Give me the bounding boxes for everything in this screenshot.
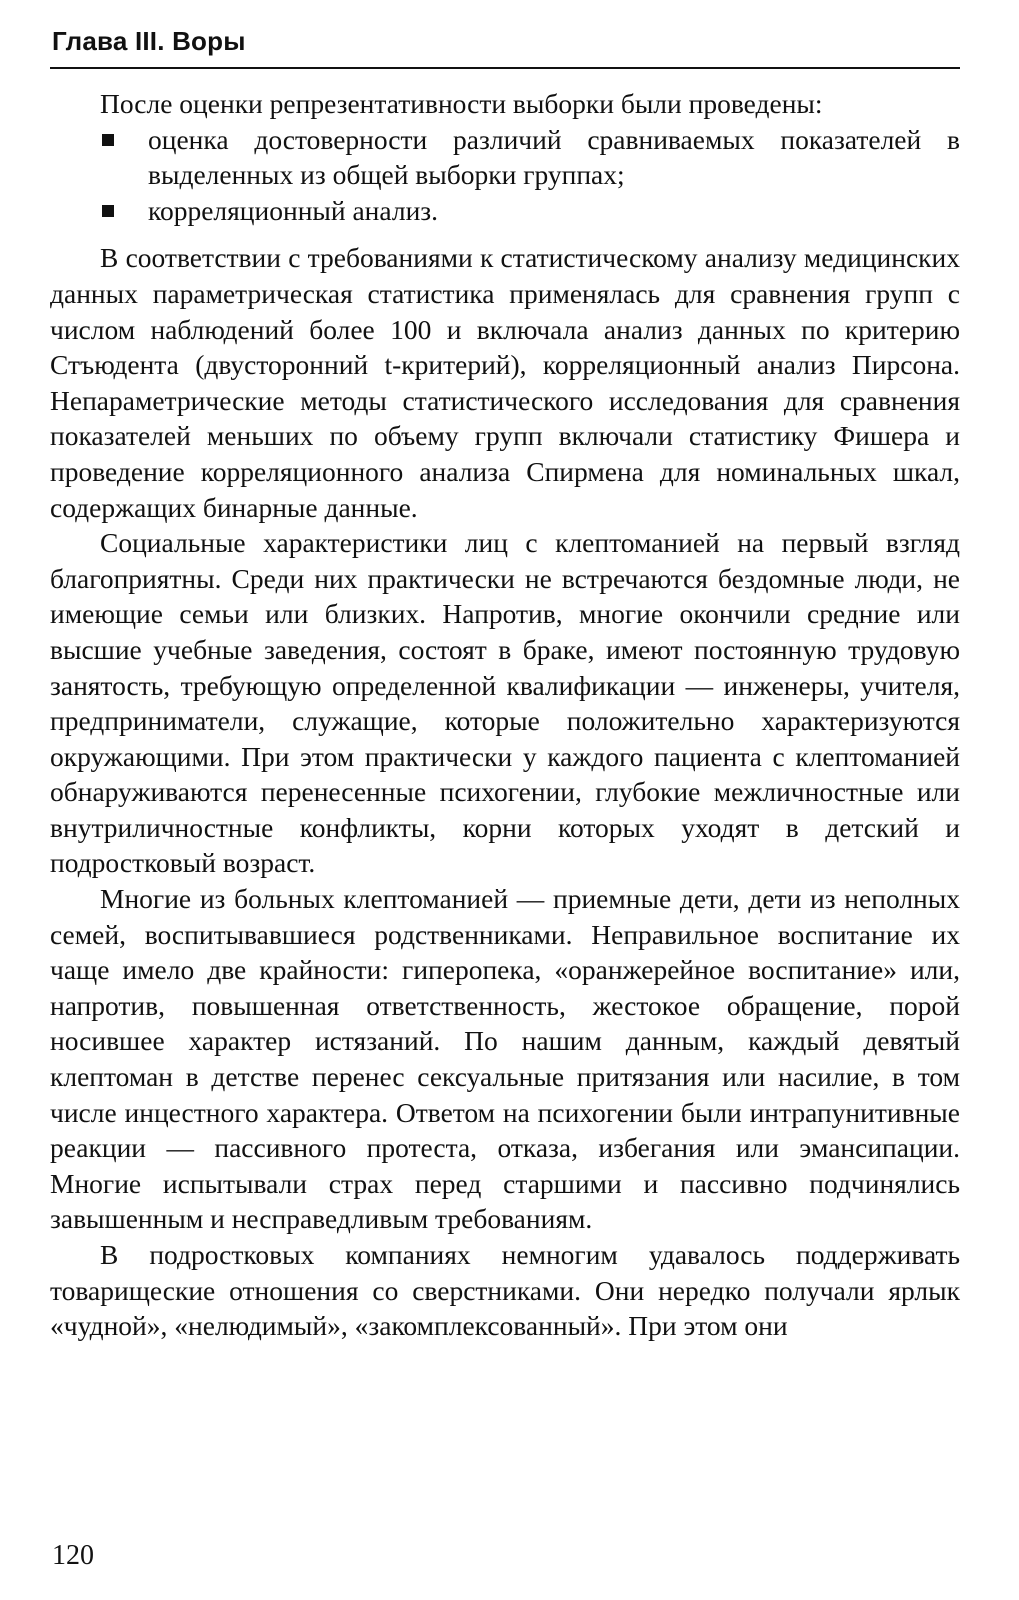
bullet-text: оценка достоверности различий сравниваемых показателей в выделенных из общей выборки группах; [148, 123, 960, 191]
body-text [50, 86, 960, 1344]
bullet-item [50, 193, 960, 229]
intro-paragraph: После оценки репрезентативности выборки были проведены: [100, 88, 823, 119]
paragraph-social: Социальные характеристики лиц с клептоманией на первый взгляд благоприятны. Среди них практически не встречаются бездомные люди, не имеющие семьи или близких. Напротив, многие окончили средние или высшие учебные заведения, состоят в браке, имеют постоянную трудовую занятость, требующую определенной квалификации — инженеры, учителя, предприниматели, служащие, которые положительно характеризуются окружающими. При этом практически у каждого пациента с клептоманией обнаруживаются перенесенные психогении, глубокие межличностные или внутриличностные конфликты, корни которых уходят в детский и подростковый возраст. [50, 527, 960, 879]
bullet-text: корреляционный анализ. [148, 194, 439, 226]
square-bullet-icon [102, 205, 114, 217]
paragraph-adolescence: В подростковых компаниях немногим удавалось поддерживать товарищеские отношения со сверстниками. Они нередко получали ярлык «чудной», «нелюдимый», «закомплексованный». При этом они [50, 1239, 960, 1342]
running-head: Глава III. Воры [52, 26, 246, 56]
bullet-list [50, 122, 960, 229]
square-bullet-icon [102, 134, 114, 146]
header-rule [50, 67, 960, 69]
bullet-item [50, 122, 960, 193]
paragraph-statistics: В соответствии с требованиями к статистическому анализу медицинских данных параметрическая статистика применялась для сравнения групп с числом наблюдений более 100 и включала анализ данных по критерию Стъюдента (двусторонний t-критерий), корреляционный анализ Пирсона. Непараметрические методы статистического исследования для сравнения показателей меньших по объему групп включали статистику Фишера и проведение корреляционного анализа Спирмена для номинальных шкал, содержащих бинарные данные. [50, 242, 960, 523]
page-number: 120 [52, 1540, 94, 1571]
paragraph-upbringing: Многие из больных клептоманией — приемные дети, дети из неполных семей, воспитывавшиеся родственниками. Неправильное воспитание их чаще имело две крайности: гиперопека, «оранжерейное воспитание» или, напротив, повышенная ответственность, жестокое обращение, порой носившее характер истязаний. По нашим данным, каждый девятый клептоман в детстве перенес сексуальные притязания или насилие, в том числе инцестного характера. Ответом на психогении были интрапунитивные реакции — пассивного протеста, отказа, избегания или эмансипации. Многие испытывали страх перед старшими и пассивно подчинялись завышенным и несправедливым требованиям. [50, 883, 960, 1235]
